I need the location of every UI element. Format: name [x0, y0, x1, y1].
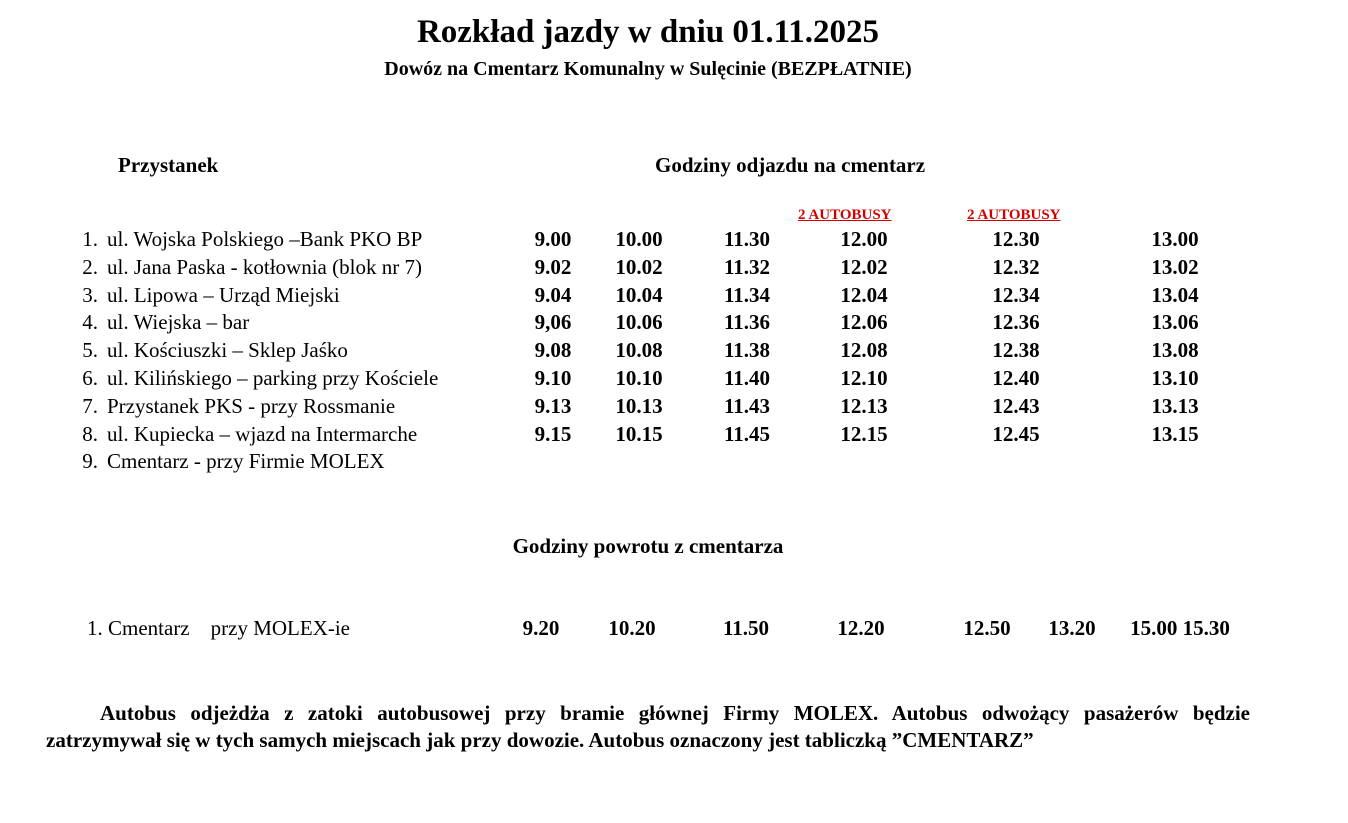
stop-name: ul. Lipowa – Urząd Miejski: [107, 282, 340, 307]
stop-name: ul. Wojska Polskiego –Bank PKO BP: [107, 227, 423, 251]
departure-time: 10.13: [615, 393, 663, 418]
stop-name: ul. Jana Paska - kotłownia (blok nr 7): [107, 254, 422, 279]
info-note: Autobus odjeżdża z zatoki autobusowej przy bramie głównej Firmy MOLEX. Autobus odwożący pasażerów będzie zatrzymywał się w tych samych miejscach jak przy dowozie. Autobus oznaczony jest tabliczką ”CMENTARZ”: [46, 701, 1250, 752]
stop-number: 4.: [82, 310, 98, 335]
departure-time: 12.40: [992, 366, 1040, 390]
return-header: Godziny powrotu z cmentarza: [512, 534, 784, 558]
departure-time: 11.45: [723, 421, 771, 446]
departure-time: 10.08: [615, 338, 663, 363]
return-time: 12.50: [963, 616, 1011, 640]
return-time: 12.20: [837, 616, 885, 640]
stop-number: 1.: [82, 227, 98, 251]
bus-note-1230: 2 AUTOBUSY: [967, 207, 1061, 223]
departure-time: 13.10: [1151, 366, 1199, 390]
stop-number: 8.: [82, 421, 98, 446]
departure-time: 11.38: [723, 338, 771, 363]
return-time: 13.20: [1048, 616, 1096, 640]
departure-time: 13.15: [1151, 421, 1199, 446]
departure-time: 12.43: [992, 393, 1040, 418]
stop-name: ul. Wiejska – bar: [107, 310, 250, 335]
table-row: [0, 338, 1348, 366]
departure-time: 9.15: [534, 421, 572, 446]
departure-time: 12.15: [840, 421, 888, 446]
departure-time: 12.30: [992, 227, 1040, 251]
stop-name: ul. Kilińskiego – parking przy Kościele: [107, 366, 439, 390]
departure-time: 10.00: [615, 227, 663, 251]
table-row: [0, 310, 1348, 338]
departure-time: 11.40: [723, 366, 771, 390]
stop-number: 6.: [82, 366, 98, 390]
table-row: [0, 422, 1348, 450]
departure-time: 12.45: [992, 421, 1040, 446]
departure-time: 12.04: [840, 282, 888, 307]
departure-time: 9.02: [534, 254, 572, 279]
departure-time: 12.08: [840, 338, 888, 363]
stop-number: 2.: [82, 254, 98, 279]
departure-time: 9,06: [534, 310, 572, 335]
departure-time: 11.32: [723, 254, 771, 279]
departure-time: 12.02: [840, 254, 888, 279]
table-row: [0, 449, 1348, 477]
departures-header: Godziny odjazdu na cmentarz: [655, 153, 926, 177]
departure-time: 9.13: [534, 393, 572, 418]
departure-time: 10.04: [615, 282, 663, 307]
table-row: [0, 227, 1348, 255]
departure-time: 11.36: [723, 310, 771, 335]
departure-time: 12.34: [992, 282, 1040, 307]
departure-time: 13.04: [1151, 282, 1199, 307]
return-time: 11.50: [722, 616, 770, 640]
table-row: [0, 283, 1348, 311]
departure-time: 12.32: [992, 254, 1040, 279]
return-time: 15.00 15.30: [1130, 616, 1230, 640]
departure-time: 13.08: [1151, 338, 1199, 363]
departure-time: 11.30: [723, 227, 771, 251]
stop-name: ul. Kupiecka – wjazd na Intermarche: [107, 421, 418, 446]
departure-time: 13.02: [1151, 254, 1199, 279]
table-row: [0, 394, 1348, 422]
departure-time: 10.06: [615, 310, 663, 335]
departure-time: 9.04: [534, 282, 572, 307]
stop-name: ul. Kościuszki – Sklep Jaśko: [107, 338, 348, 363]
stop-column-header: Przystanek: [118, 153, 219, 177]
table-row: [0, 366, 1348, 394]
page-title: Rozkład jazdy w dniu 01.11.2025: [416, 14, 880, 50]
departure-time: 13.06: [1151, 310, 1199, 335]
departure-time: 12.13: [840, 393, 888, 418]
stop-name: Przystanek PKS - przy Rossmanie: [107, 393, 396, 418]
return-stop-label: 1. Cmentarz przy MOLEX-ie: [87, 616, 351, 640]
departure-time: 12.06: [840, 310, 888, 335]
return-time: 10.20: [608, 616, 656, 640]
departure-time: 10.02: [615, 254, 663, 279]
departure-time: 13.13: [1151, 393, 1199, 418]
bus-note-1200: 2 AUTOBUSY: [798, 207, 892, 223]
departure-time: 11.34: [723, 282, 771, 307]
stop-number: 9.: [82, 449, 98, 474]
return-time: 9.20: [522, 616, 560, 640]
departure-time: 10.10: [615, 366, 663, 390]
departure-time: 9.08: [534, 338, 572, 363]
stop-number: 3.: [82, 282, 98, 307]
departure-time: 13.00: [1151, 227, 1199, 251]
departure-time: 12.00: [840, 227, 888, 251]
departure-time: 9.10: [534, 366, 572, 390]
page-subtitle: Dowóz na Cmentarz Komunalny w Sulęcinie (BEZPŁATNIE): [384, 58, 912, 80]
table-row: [0, 255, 1348, 283]
stop-number: 7.: [82, 393, 98, 418]
departure-time: 12.38: [992, 338, 1040, 363]
departure-time: 10.15: [615, 421, 663, 446]
departure-time: 11.43: [723, 393, 771, 418]
stop-number: 5.: [82, 338, 98, 363]
departure-time: 12.36: [992, 310, 1040, 335]
departure-time: 12.10: [840, 366, 888, 390]
stop-name: Cmentarz - przy Firmie MOLEX: [107, 449, 385, 474]
departure-time: 9.00: [534, 227, 572, 251]
